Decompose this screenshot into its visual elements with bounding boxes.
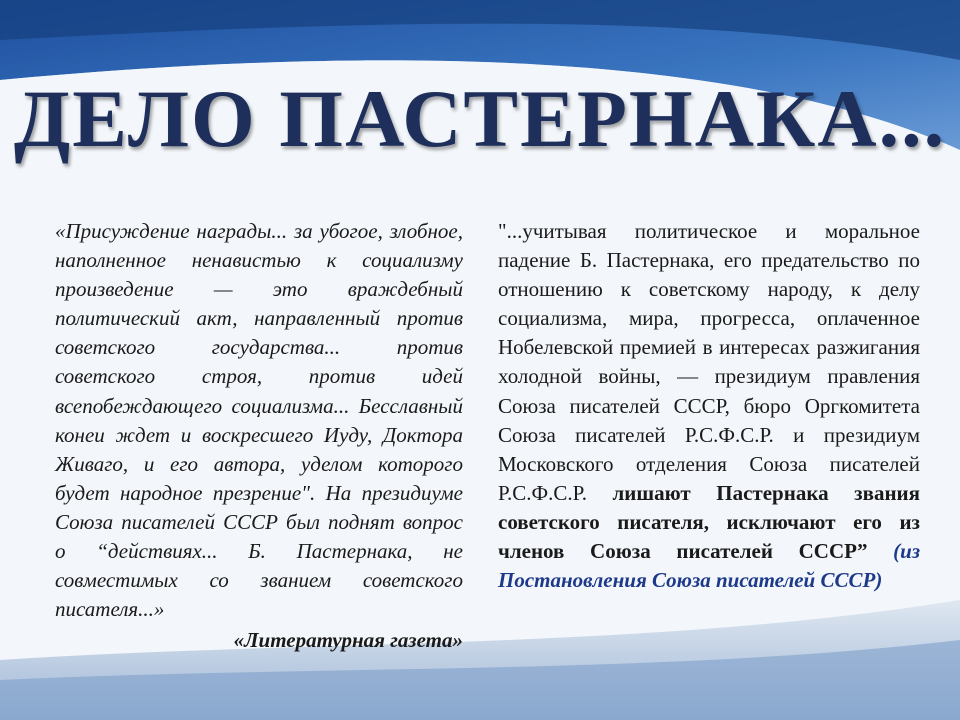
slide-title: ДЕЛО ПАСТЕРНАКА... [13, 73, 947, 164]
left-quote-source: «Литературная газета» [233, 628, 463, 653]
right-quote-emphasis: лишают Пастернака звания советского писателя, исключают его из членов Союза писателей СССР” [498, 480, 920, 564]
right-quote-source: (из Постановления Союза писателей СССР) [498, 539, 921, 593]
right-quote-text: "...учитывая политическое и моральное падение Б. Пастернака, его предательство по отношению к советскому народу, к делу социализма, мира, прогресса, оплаченное Нобелевской премией в интересах разжигания холодной войны, — президиум правления Союза писателей СССР, бюро Оргкомитета Союза писателей Р.С.Ф.С.Р. и президиум Московского отделения Союза писателей Р.С.Ф.С.Р. [498, 219, 920, 505]
right-quote-paragraph [498, 217, 920, 595]
left-quote-text: «Присуждение награды... за убогое, злобное, наполненное ненавистью к социализму произведение — это враждебный политический акт, направленный против советского государства... против советского строя, против идей всепобеждающего социализма... Бесславный конеи ждет и воскресшего Иуду, Доктора Живаго, и его автора, уделом которого будет народное презрение". На президиуме Союза писателей СССР был поднят вопрос о “действиях... Б. Пастернака, не совместимых со званием советского писателя...» [55, 219, 463, 622]
right-quote-block [498, 217, 920, 595]
left-quote-block [55, 217, 463, 655]
